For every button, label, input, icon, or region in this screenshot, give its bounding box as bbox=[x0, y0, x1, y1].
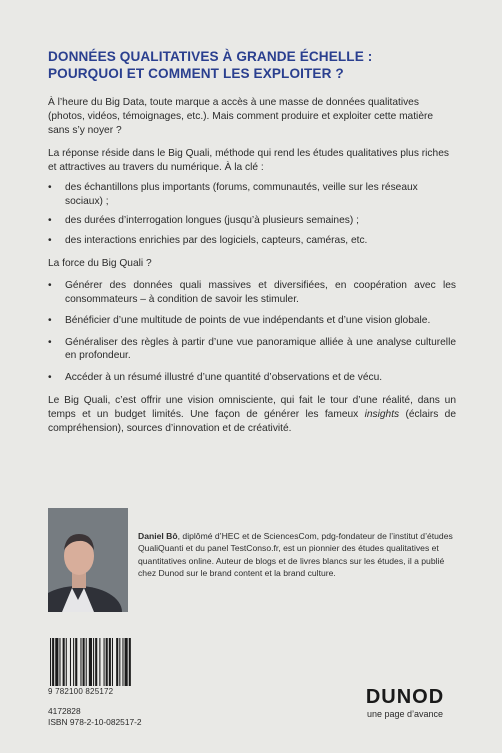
list-item: • Générer des données quali massives et diversifiées, en coopération avec les consommateurs – à condition de savoir les stimuler. bbox=[48, 280, 456, 305]
barcode-bar bbox=[73, 638, 74, 686]
list-item: • des échantillons plus importants (forums, communautés, veille sur les réseaux sociaux) ; bbox=[48, 182, 418, 207]
title-line-2: POURQUOI ET COMMENT LES EXPLOITER ? bbox=[48, 66, 344, 81]
bullet-icon: • bbox=[48, 234, 52, 246]
publisher-tagline: une page d’avance bbox=[366, 709, 444, 719]
list-item: • des durées d’interrogation longues (jusqu’à plusieurs semaines) ; bbox=[48, 215, 359, 226]
barcode-bar bbox=[116, 638, 118, 686]
barcode-bar bbox=[70, 638, 71, 686]
barcode-bar bbox=[52, 638, 54, 686]
barcode-bar bbox=[59, 638, 60, 686]
barcode bbox=[48, 638, 166, 696]
barcode-digits: 9 782100 825172 bbox=[48, 687, 114, 696]
force-heading: La force du Big Quali ? bbox=[48, 258, 152, 269]
strengths-list bbox=[48, 279, 456, 384]
reference-codes bbox=[48, 706, 142, 728]
title-line-1: DONNÉES QUALITATIVES À GRANDE ÉCHELLE : bbox=[48, 49, 373, 64]
barcode-bar bbox=[50, 638, 51, 686]
list-item: • Généraliser des règles à partir d’une vue panoramique alliée à une analyse culturelle en profondeur. bbox=[48, 336, 456, 361]
barcode-bar bbox=[75, 638, 77, 686]
bullet-icon: • bbox=[48, 315, 52, 326]
isbn: ISBN 978-2-10-082517-2 bbox=[48, 717, 142, 727]
barcode-bar bbox=[83, 638, 85, 686]
barcode-bar bbox=[89, 638, 92, 686]
list-item: • Accéder à un résumé illustré d’une quantité d’observations et de vécu. bbox=[48, 371, 383, 383]
barcode-bar bbox=[55, 638, 58, 686]
barcode-bar bbox=[106, 638, 108, 686]
intro-paragraph: À l’heure du Big Data, toute marque a accès à une masse de données qualitatives (photos, vidéos, témoignages, etc.). Mais comment produire et exploiter cette matière sans s’y noyer ? bbox=[48, 97, 434, 136]
key-benefits-list bbox=[48, 181, 456, 247]
publisher-logo bbox=[356, 686, 454, 719]
author-block bbox=[48, 508, 458, 612]
bullet-icon: • bbox=[48, 182, 52, 193]
list-item: • des interactions enrichies par des logiciels, capteurs, caméras, etc. bbox=[48, 234, 368, 246]
barcode-bar bbox=[99, 638, 100, 686]
barcode-bar bbox=[112, 638, 113, 686]
barcode-bar bbox=[66, 638, 67, 686]
barcode-icon bbox=[48, 638, 166, 686]
barcode-bar bbox=[122, 638, 123, 686]
barcode-bar bbox=[119, 638, 120, 686]
barcode-bar bbox=[125, 638, 128, 686]
barcode-bar bbox=[129, 638, 131, 686]
barcode-bar bbox=[104, 638, 105, 686]
answer-paragraph: La réponse réside dans le Big Quali, méthode qui rend les études qualitatives plus riches et attractives au travers du numérique. À la clé : bbox=[48, 148, 449, 173]
bullet-icon: • bbox=[48, 280, 52, 291]
list-item: • Bénéficier d’une multitude de points de vue indépendants et d’une vision globale. bbox=[48, 315, 431, 326]
author-portrait-icon bbox=[48, 508, 128, 612]
bullet-icon: • bbox=[48, 215, 52, 226]
cover-title bbox=[48, 48, 456, 82]
reference-number: 4172828 bbox=[48, 706, 81, 716]
barcode-bar bbox=[93, 638, 94, 686]
barcode-bar bbox=[63, 638, 65, 686]
conclusion-paragraph: Le Big Quali, c’est offrir une vision omnisciente, qui fait le tour d’une réalité, dans un temps et un budget limités. Une façon de générer les fameux insights (éclairs de compréhension), sources d’innovation et de créativité. bbox=[48, 395, 456, 434]
publisher-name: DUNOD bbox=[365, 686, 445, 708]
author-name: Daniel Bô bbox=[138, 531, 178, 541]
bullet-icon: • bbox=[48, 336, 52, 348]
bullet-icon: • bbox=[48, 371, 52, 383]
barcode-bar bbox=[109, 638, 111, 686]
author-bio: Daniel Bô, diplômé d’HEC et de SciencesCom, pdg-fondateur de l’institut d’études QualiQuanti et du panel TestConso.fr, est un pionnier des études qualitatives et quantitatives online. Auteur de blogs et de livres blancs sur les études, il a publié chez Dunod sur le brand content et la brand culture. bbox=[138, 531, 453, 578]
author-photo bbox=[48, 508, 128, 612]
barcode-bar bbox=[80, 638, 81, 686]
barcode-bar bbox=[86, 638, 87, 686]
barcode-bar bbox=[95, 638, 97, 686]
